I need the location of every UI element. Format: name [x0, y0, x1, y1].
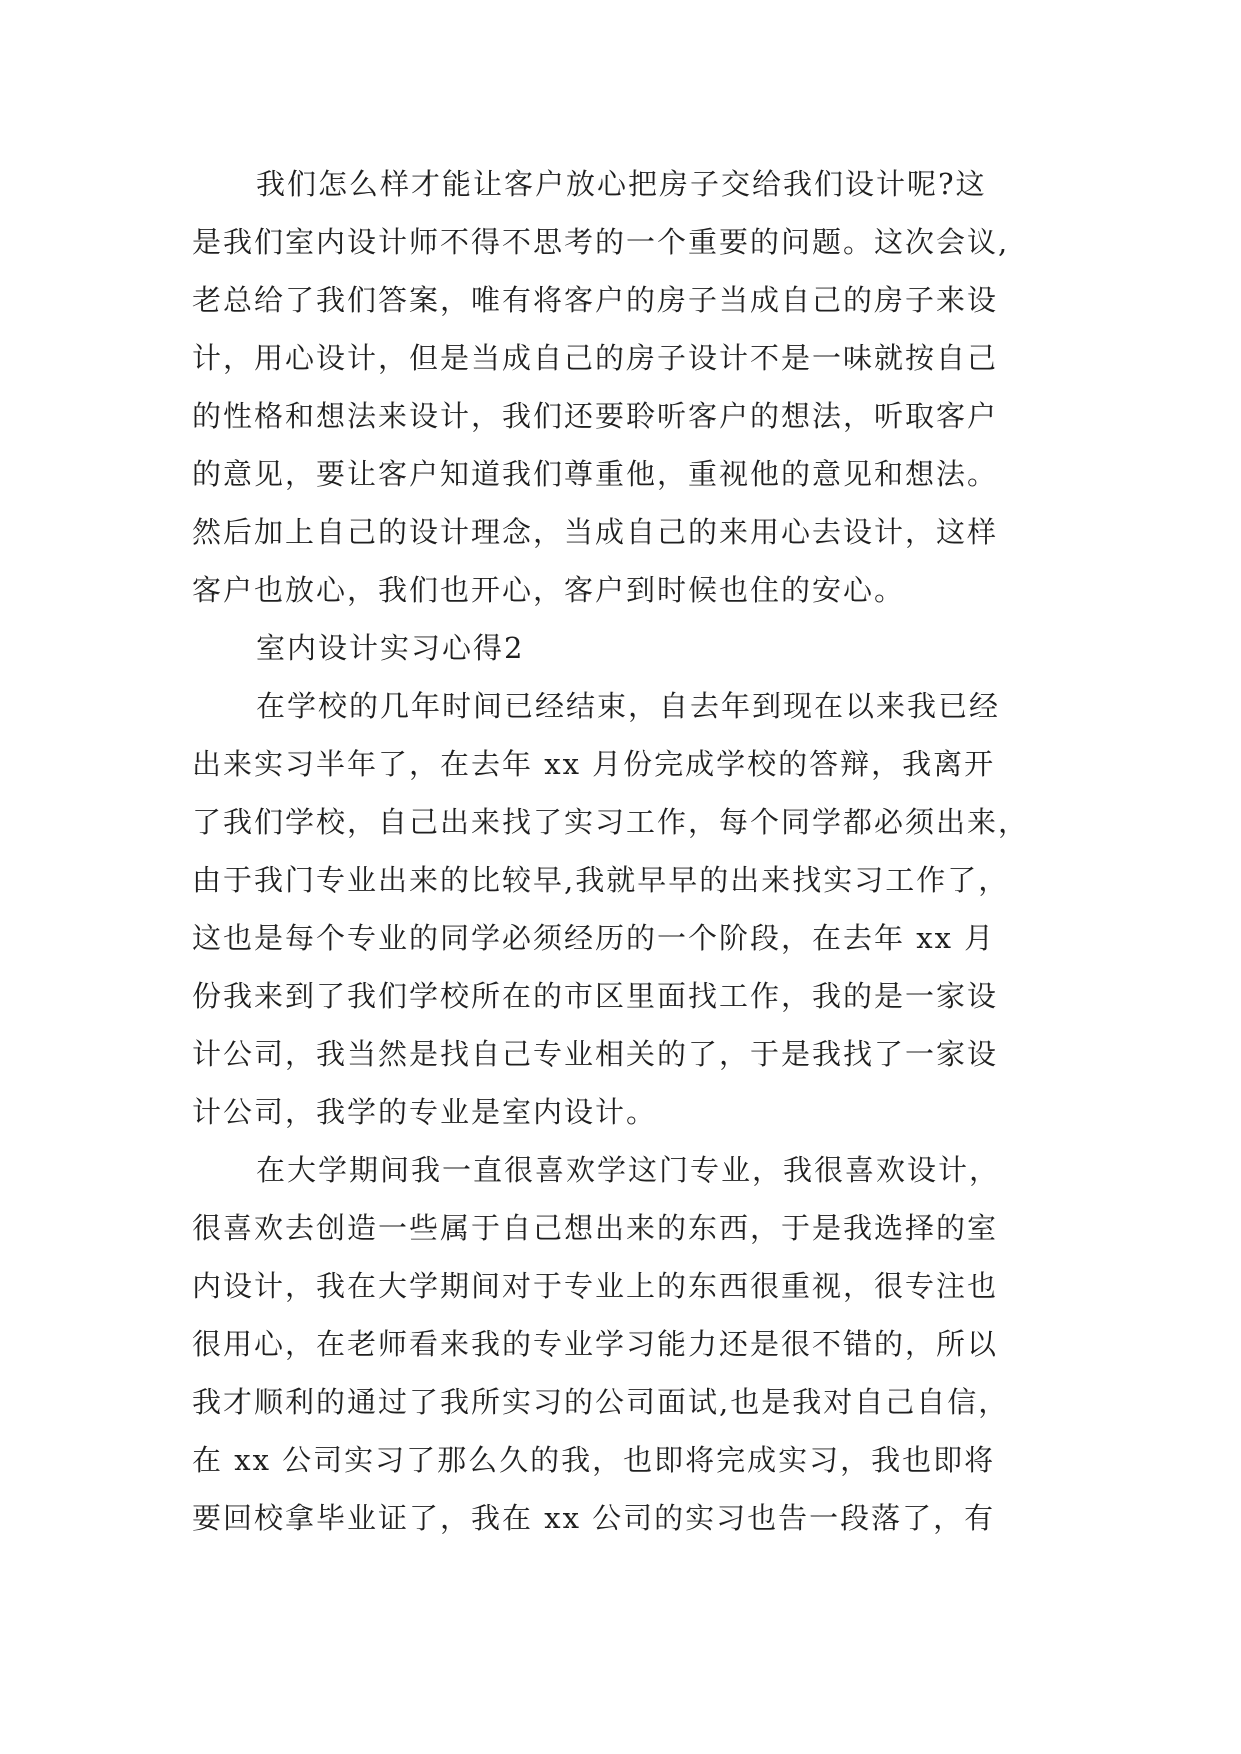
text-line: 出来实习半年了，在去年 xx 月份完成学校的答辩，我离开	[192, 747, 996, 781]
text-line: 由于我门专业出来的比较早,我就早早的出来找实习工作了，	[192, 863, 1010, 897]
text-line: 我才顺利的通过了我所实习的公司面试,也是我对自己自信，	[192, 1385, 1010, 1419]
text-line: 很用心，在老师看来我的专业学习能力还是很不错的，所以	[192, 1327, 999, 1361]
text-line: 是我们室内设计师不得不思考的一个重要的问题。这次会议,	[192, 225, 1010, 259]
text-line: 计，用心设计，但是当成自己的房子设计不是一味就按自己	[192, 341, 999, 375]
text-line: 计公司，我当然是找自己专业相关的了，于是我找了一家设	[192, 1037, 999, 1071]
text-line: 的性格和想法来设计，我们还要聆听客户的想法，听取客户	[192, 399, 999, 433]
text-line: 老总给了我们答案，唯有将客户的房子当成自己的房子来设	[192, 283, 999, 317]
text-line: 然后加上自己的设计理念，当成自己的来用心去设计，这样	[192, 515, 999, 549]
text-line: 很喜欢去创造一些属于自己想出来的东西，于是我选择的室	[192, 1211, 999, 1245]
text-line: 内设计，我在大学期间对于专业上的东西很重视，很专注也	[192, 1269, 999, 1303]
text-line: 了我们学校，自己出来找了实习工作，每个同学都必须出来，	[192, 805, 1030, 839]
text-line: 在大学期间我一直很喜欢学这门专业，我很喜欢设计，	[256, 1153, 1001, 1187]
text-line: 要回校拿毕业证了，我在 xx 公司的实习也告一段落了，有	[192, 1501, 996, 1535]
text-line: 我们怎么样才能让客户放心把房子交给我们设计呢?这	[256, 167, 987, 201]
text-line: 计公司，我学的专业是室内设计。	[192, 1095, 658, 1129]
text-line: 在学校的几年时间已经结束，自去年到现在以来我已经	[256, 689, 1001, 723]
text-line: 在 xx 公司实习了那么久的我，也即将完成实习，我也即将	[192, 1443, 996, 1477]
text-line: 这也是每个专业的同学必须经历的一个阶段，在去年 xx 月	[192, 921, 996, 955]
text-line: 的意见，要让客户知道我们尊重他，重视他的意见和想法。	[192, 457, 999, 491]
text-line: 份我来到了我们学校所在的市区里面找工作，我的是一家设	[192, 979, 999, 1013]
section-heading: 室内设计实习心得2	[256, 631, 525, 665]
text-line: 客户也放心，我们也开心，客户到时候也住的安心。	[192, 573, 906, 607]
